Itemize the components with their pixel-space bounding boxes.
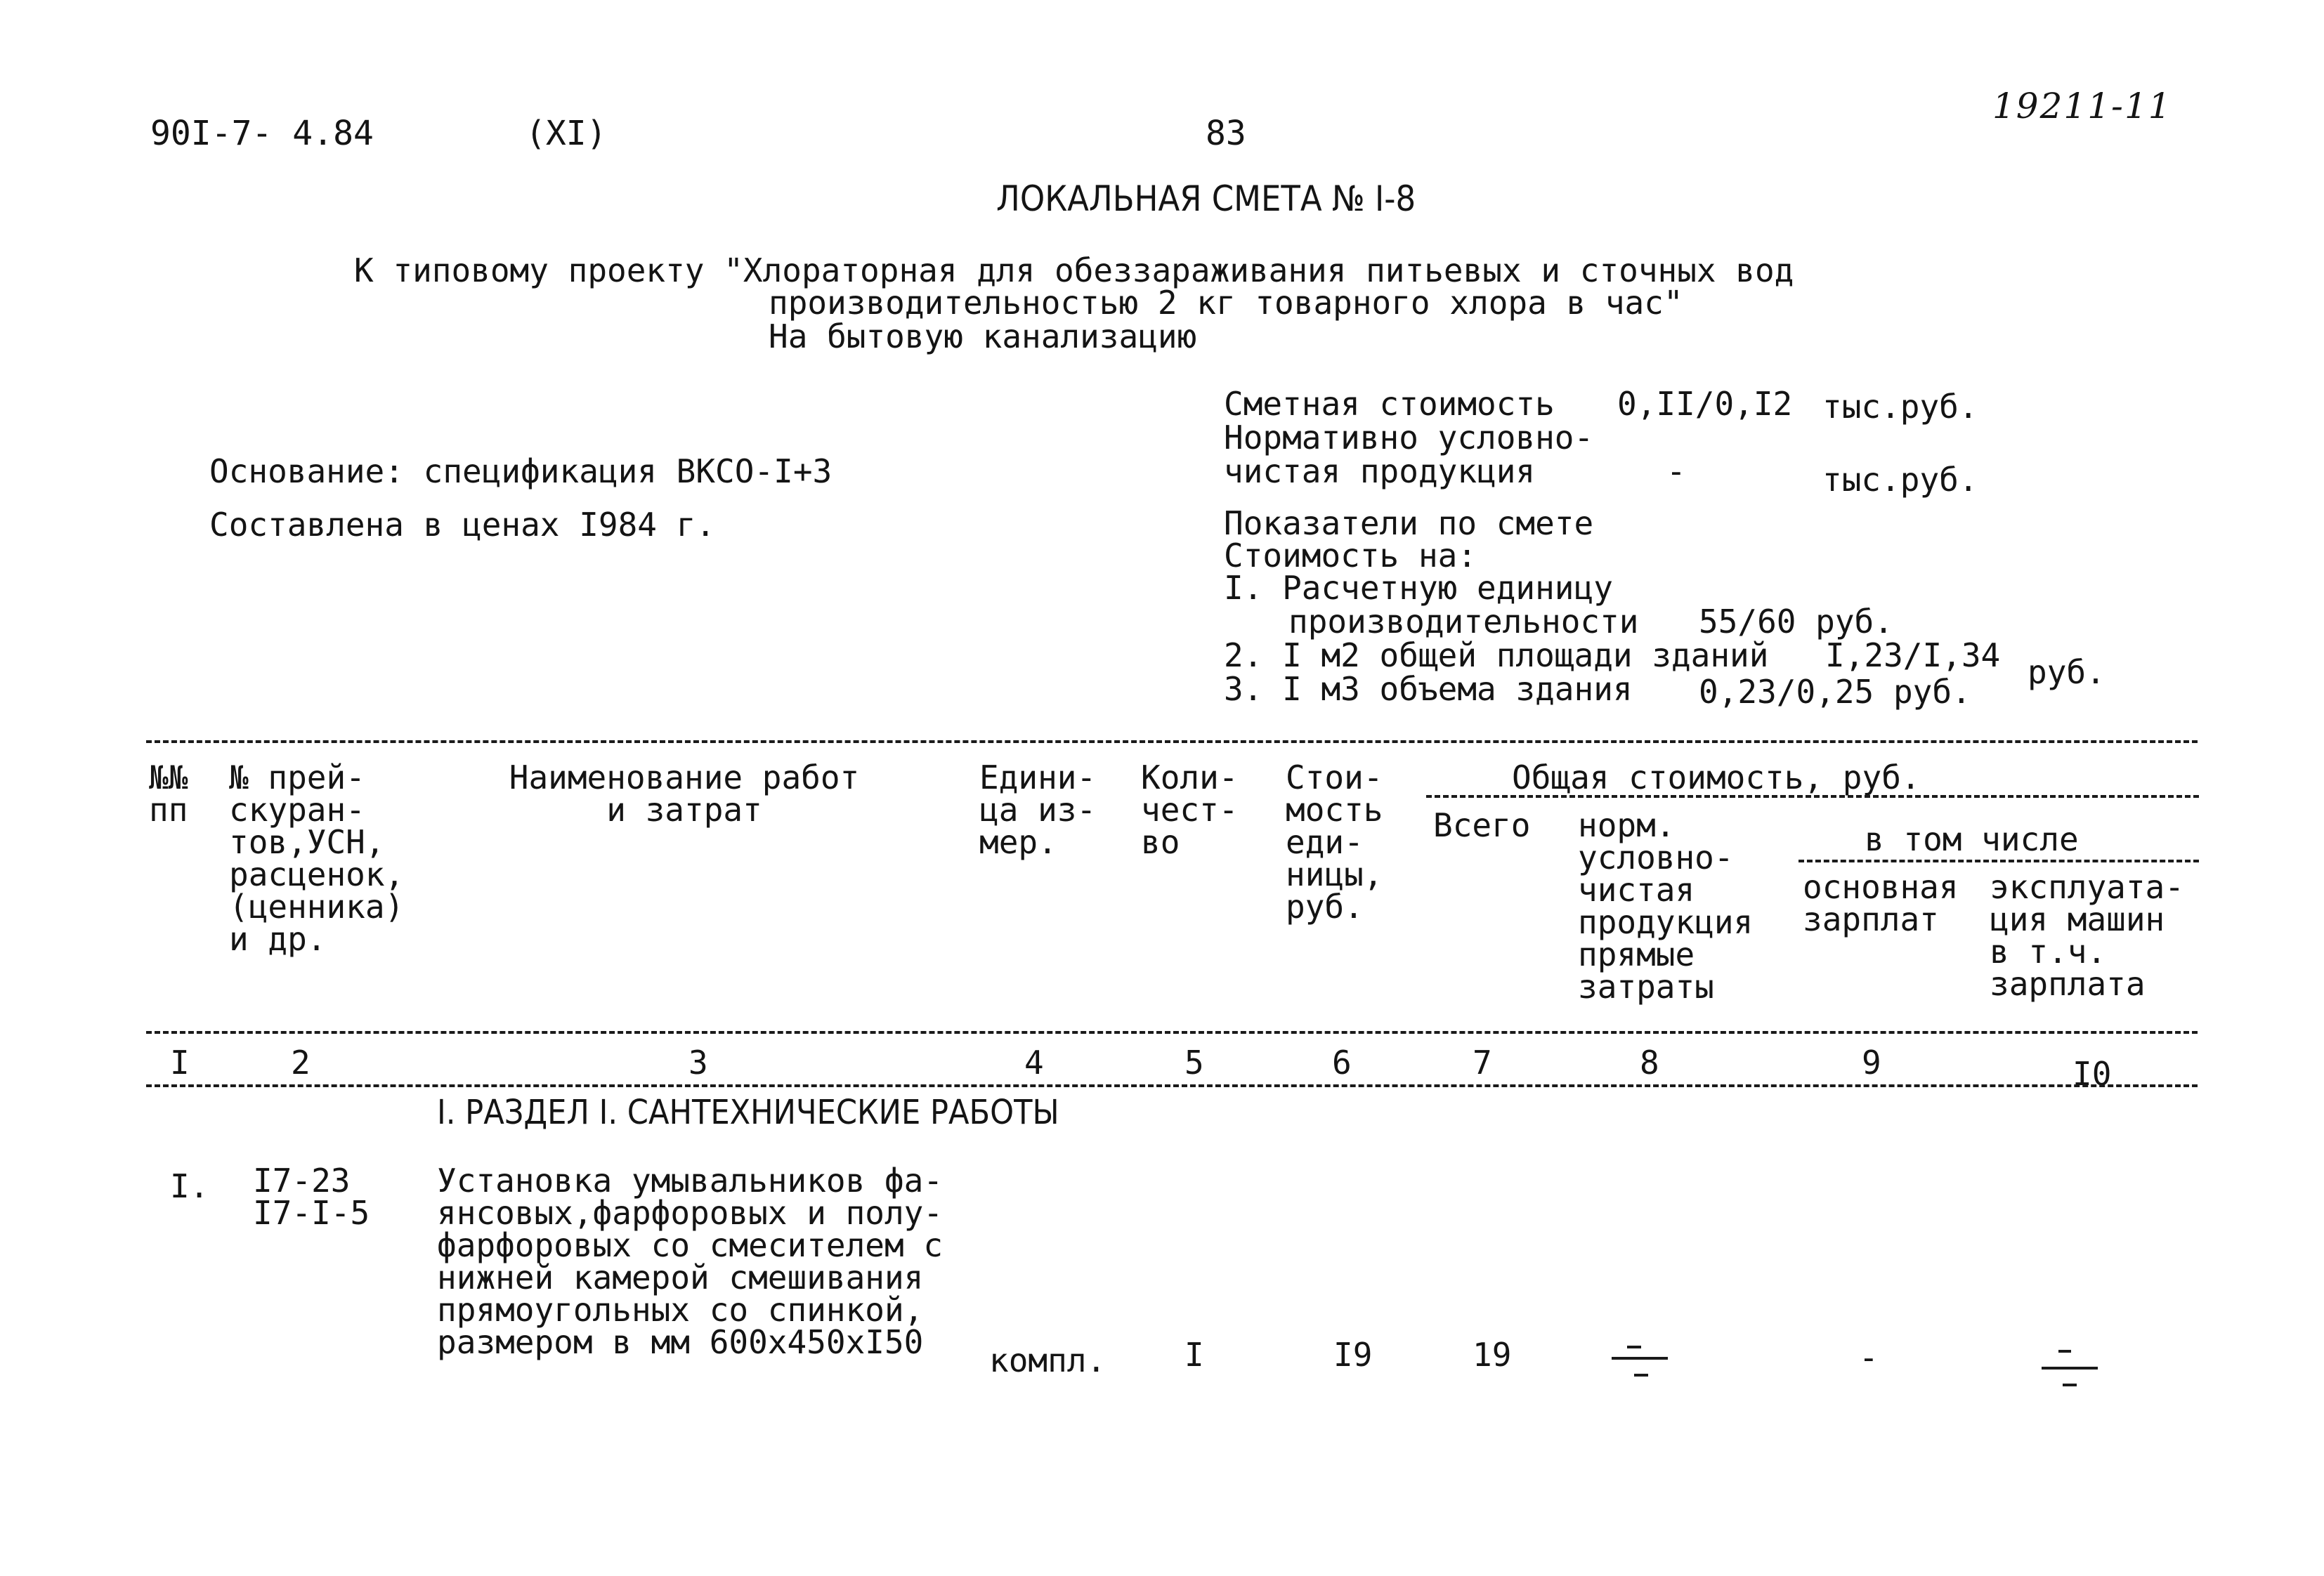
col-number-10: I0 (2072, 1055, 2112, 1093)
row-1-col9-value: - (1859, 1339, 1879, 1377)
project-line-3: На бытовую канализацию (769, 317, 1197, 355)
indicator-2: 2. I м2 общей площади зданий (1224, 636, 1769, 674)
header-col-5: Коли- чест- во (1141, 759, 1239, 861)
indicator-3-value: 0,23/0,25 руб. (1699, 673, 1971, 711)
col-number-5: 5 (1184, 1044, 1204, 1082)
header-col-6: Стои- мость еди- ницы, руб. (1286, 759, 1383, 926)
total-cost-rule (1426, 795, 2199, 798)
header-col-1: №№ пп (149, 759, 188, 829)
estimate-cost-unit: тыс.руб. (1822, 388, 1978, 426)
project-line-1: К типовому проекту "Хлораторная для обеззараживания питьевых и сточных вод (354, 251, 1794, 289)
including-rule (1799, 860, 2199, 862)
page-number: 83 (1206, 114, 1246, 153)
col-number-3: 3 (688, 1044, 708, 1082)
col-number-1: I (170, 1044, 190, 1082)
row-1-col8-dash-top (1627, 1346, 1641, 1348)
col-number-7: 7 (1473, 1044, 1492, 1082)
normative-line-1: Нормативно условно- (1224, 419, 1594, 457)
document-code: 90I-7- 4.84 (150, 114, 374, 153)
row-1-description: Установка умывальников фа- янсовых,фарфоровых и полу- фарфоровых со смесителем с нижней камерой смешивания прямоугольных со спинкой, размером в мм 600х450хI50 (437, 1162, 944, 1361)
header-col-2: № прей- скуран- тов,УСН, расценок, (ценника) и др. (229, 759, 405, 958)
indicator-1-line-2: производительности (1288, 603, 1639, 641)
row-1-col10-fraction-bar (2042, 1367, 2098, 1370)
normative-line-2: чистая продукция (1224, 452, 1536, 490)
header-bottom-rule (146, 1031, 2198, 1034)
col-number-4: 4 (1024, 1044, 1044, 1082)
col-number-6: 6 (1332, 1044, 1352, 1082)
row-1-col10-dash-top (2058, 1350, 2071, 1353)
row-1-unit-cost: I9 (1333, 1336, 1373, 1374)
col-number-2: 2 (291, 1044, 311, 1082)
normative-value: - (1666, 452, 1686, 490)
row-1-col8-dash-bottom (1634, 1374, 1648, 1377)
row-1-code-2: I7-I-5 (253, 1194, 370, 1232)
prices-line: Составлена в ценах I984 г. (209, 506, 716, 544)
indicator-2-unit: руб. (2028, 653, 2106, 691)
row-1-col8-fraction-bar (1612, 1357, 1668, 1360)
indicators-cost-on: Стоимость на: (1224, 537, 1477, 574)
header-col-7: Всего (1433, 806, 1531, 844)
header-col-4: Едини- ца из- мер. (979, 759, 1097, 861)
col-number-9: 9 (1862, 1044, 1881, 1082)
estimate-cost-value: 0,II/0,I2 (1617, 385, 1793, 423)
header-total-cost: Общая стоимость, руб. (1512, 759, 1921, 796)
indicator-1-line-1: I. Расчетную единицу (1224, 569, 1613, 607)
header-col-8: норм. условно- чистая продукция прямые затраты (1578, 806, 1754, 1006)
section-title: I. РАЗДЕЛ I. САНТЕХНИЧЕСКИЕ РАБОТЫ (437, 1093, 1059, 1132)
header-including: в том числе (1865, 820, 2079, 858)
table-top-rule (146, 740, 2198, 743)
document-title: ЛОКАЛЬНАЯ СМЕТА № I-8 (996, 178, 1416, 219)
header-col-3: Наименование работ и затрат (509, 759, 860, 829)
indicator-1-value: 55/60 руб. (1699, 603, 1893, 641)
album-number: (XI) (525, 114, 607, 153)
handwritten-number: 19211-11 (1992, 86, 2172, 126)
row-1-quantity: I (1184, 1336, 1204, 1374)
indicators-heading: Показатели по смете (1224, 504, 1594, 542)
row-1-col10-dash-bottom (2063, 1384, 2077, 1386)
row-1-unit: компл. (989, 1341, 1106, 1379)
row-1-number: I. (170, 1167, 209, 1205)
indicator-2-value: I,23/I,34 (1825, 636, 2001, 674)
project-line-2: производительностью 2 кг товарного хлора в час" (769, 284, 1683, 322)
numbers-rule (146, 1084, 2198, 1087)
col-number-8: 8 (1640, 1044, 1659, 1082)
header-col-10: эксплуата- ция машин в т.ч. зарплата (1990, 868, 2184, 1003)
normative-unit: тыс.руб. (1822, 461, 1978, 499)
indicator-3: 3. I м3 объема здания (1224, 670, 1633, 708)
row-1-total: 19 (1473, 1336, 1512, 1374)
header-col-9: основная зарплат (1803, 868, 1959, 938)
estimate-cost-label: Сметная стоимость (1224, 385, 1555, 423)
row-1-code-1: I7-23 (253, 1162, 351, 1200)
basis-line: Основание: спецификация ВКСО-I+3 (209, 452, 833, 490)
